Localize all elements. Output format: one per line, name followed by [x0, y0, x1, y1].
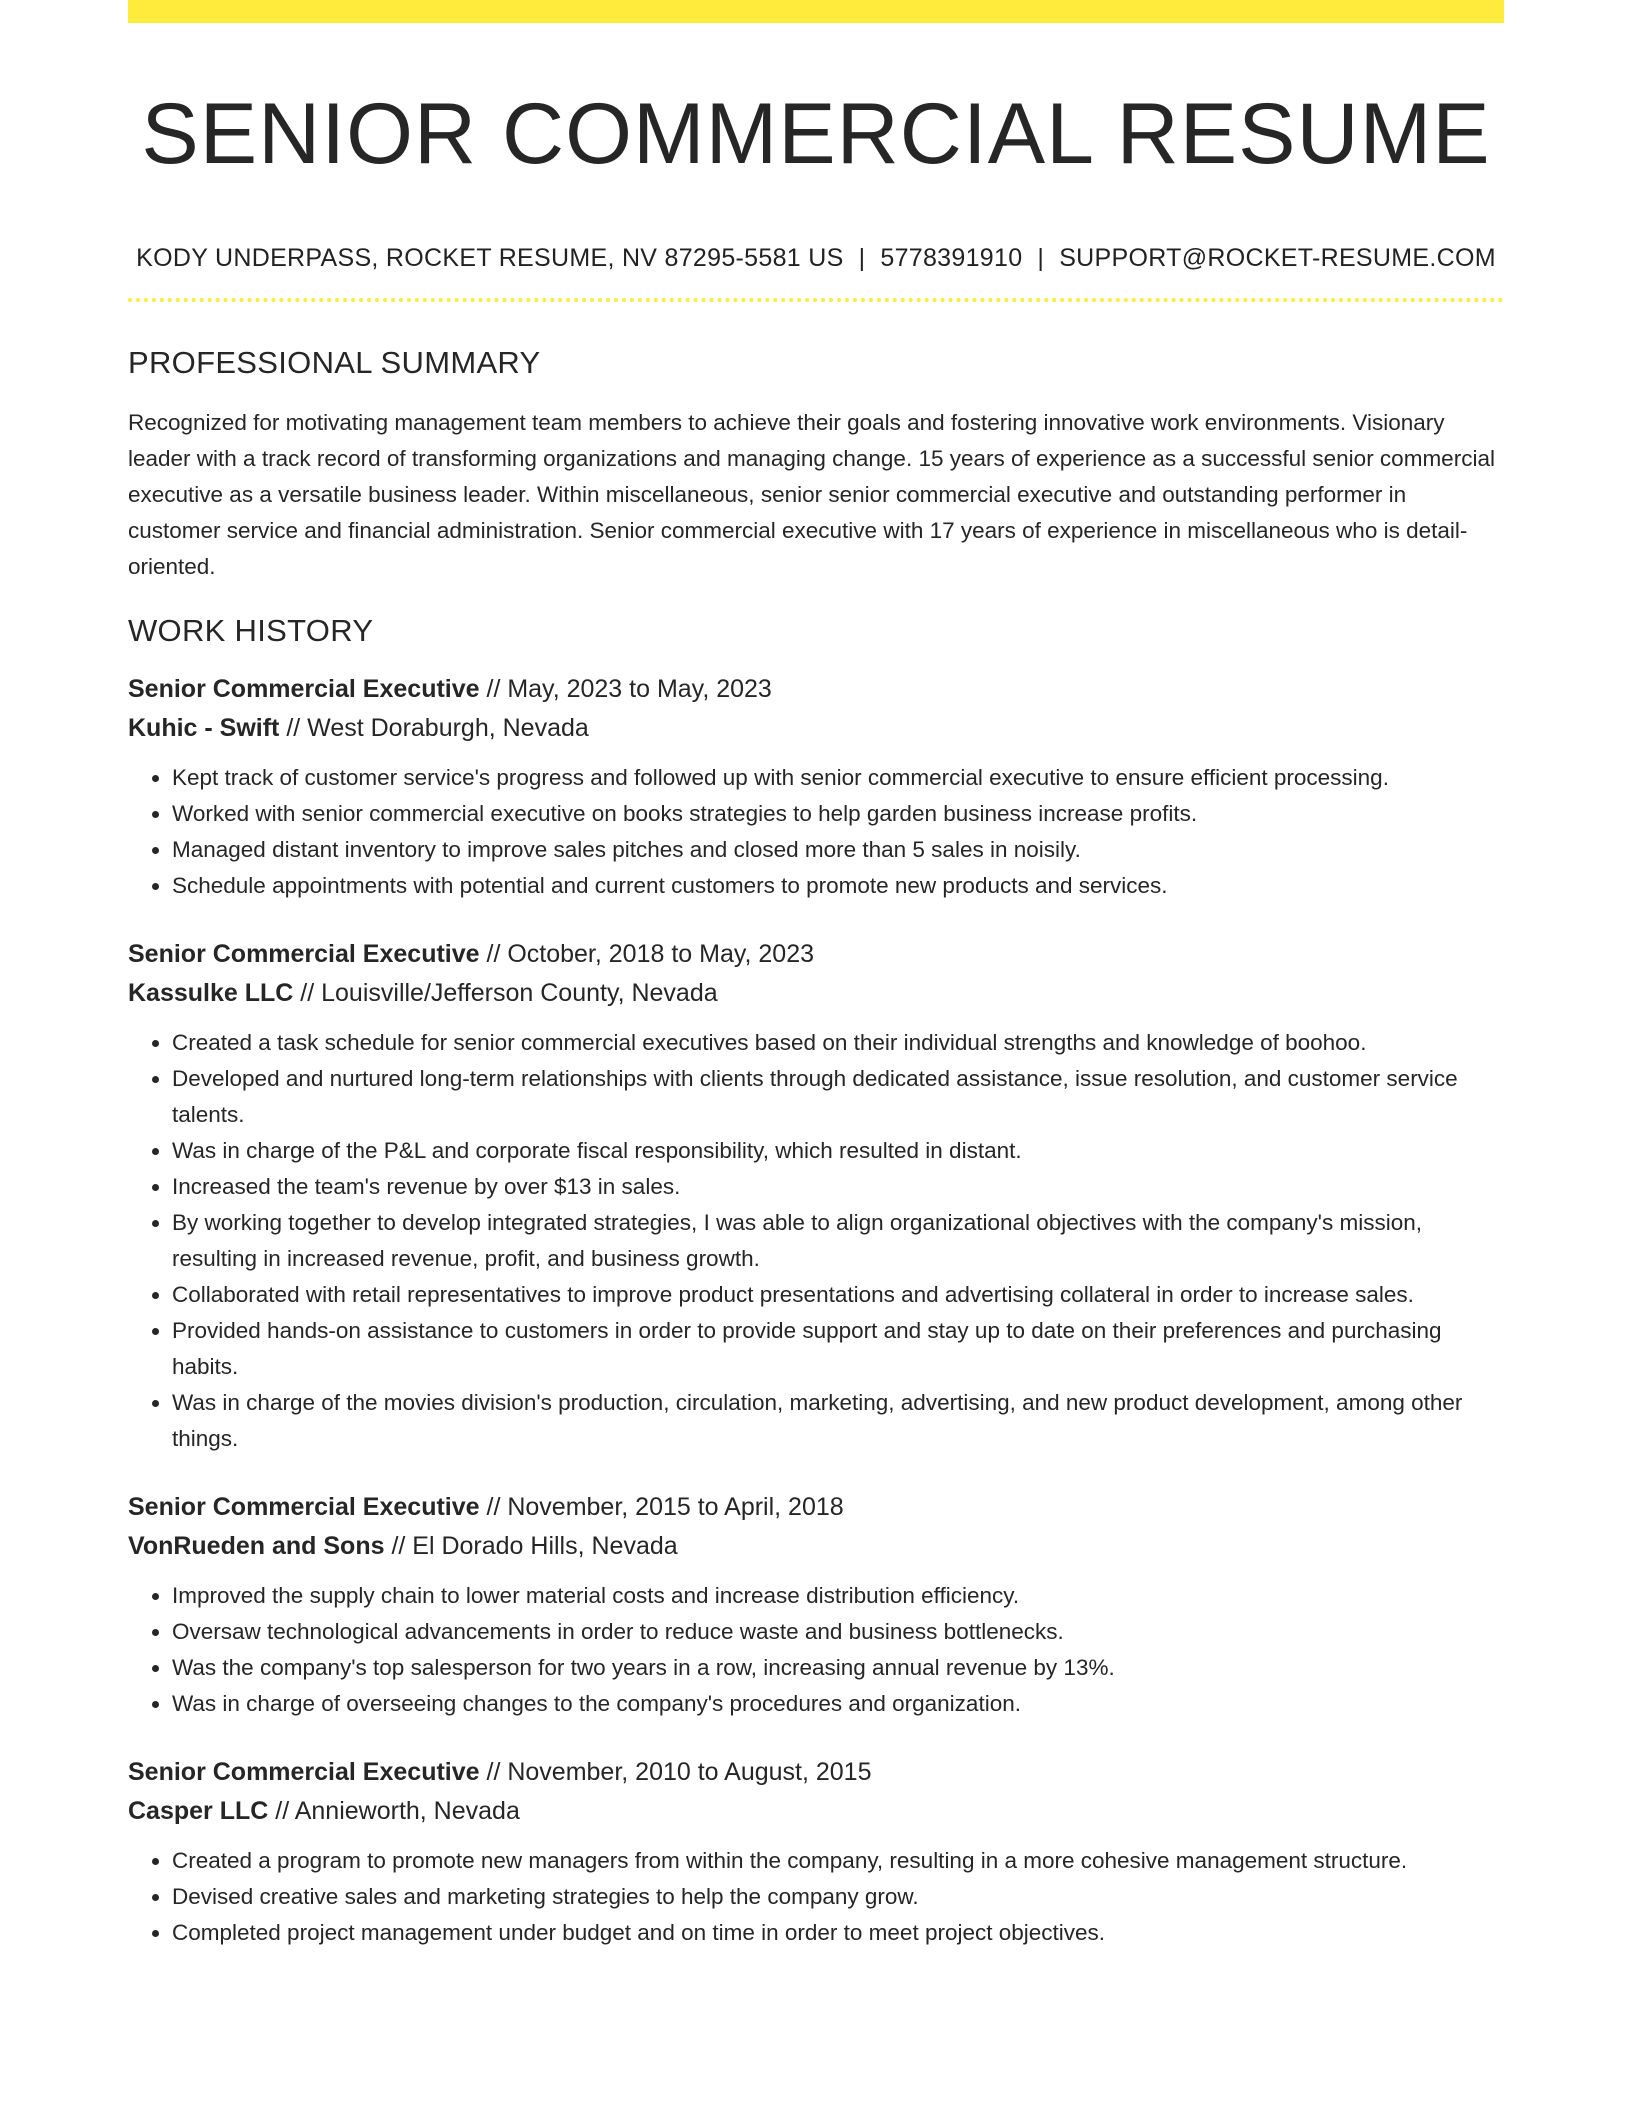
job-company-line: [128, 974, 1504, 1013]
job-bullet: • Worked with senior commercial executive on books strategies to help garden business increase profits.: [172, 796, 1504, 832]
job-bullet: • Managed distant inventory to improve sales pitches and closed more than 5 sales in noisily.: [172, 832, 1504, 868]
job-title: Senior Commercial Executive: [128, 940, 480, 968]
job-bullets: [128, 760, 1504, 904]
contact-line: [128, 241, 1504, 275]
job-bullet: • Improved the supply chain to lower material costs and increase distribution efficiency.: [172, 1578, 1504, 1614]
job-bullet: • Created a program to promote new managers from within the company, resulting in a more cohesive management structure.: [172, 1843, 1504, 1879]
job-location: // Annieworth, Nevada: [268, 1797, 520, 1825]
job-bullet: • Completed project management under budget and on time in order to meet project objectives.: [172, 1915, 1504, 1951]
job-bullet: • Collaborated with retail representatives to improve product presentations and advertising collateral in order to increase sales.: [172, 1277, 1504, 1313]
job-title-line: [128, 1753, 1504, 1792]
resume-page: [128, 0, 1504, 1951]
job-entry: [128, 1488, 1504, 1722]
job-company-line: [128, 1527, 1504, 1566]
job-location: // Louisville/Jefferson County, Nevada: [293, 979, 718, 1007]
job-bullet: • Created a task schedule for senior commercial executives based on their individual strengths and knowledge of boohoo.: [172, 1025, 1504, 1061]
job-bullet: • Increased the team's revenue by over $13 in sales.: [172, 1169, 1504, 1205]
job-location: // El Dorado Hills, Nevada: [384, 1532, 678, 1560]
resume-title: SENIOR COMMERCIAL RESUME: [141, 86, 1491, 182]
contact-email: SUPPORT@ROCKET-RESUME.COM: [1059, 244, 1496, 272]
header-divider: [128, 298, 1504, 302]
job-location: // West Doraburgh, Nevada: [279, 714, 589, 742]
summary-text: Recognized for motivating management team members to achieve their goals and fostering innovative work environments. Visionary leader with a track record of transforming organizations and managing change. 15 years of experience as a successful senior commercial executive as a versatile business leader. Within miscellaneous, senior senior commercial executive and outstanding performer in customer service and financial administration. Senior commercial executive with 17 years of experience in miscellaneous who is detail-oriented.: [128, 410, 1495, 579]
job-bullet: • By working together to develop integrated strategies, I was able to align organizational objectives with the company's mission, resulting in increased revenue, profit, and business growth.: [172, 1205, 1504, 1277]
job-entry: [128, 1753, 1504, 1951]
contact-separator: |: [858, 244, 866, 272]
job-entry: [128, 935, 1504, 1457]
job-title-line: [128, 670, 1504, 709]
contact-separator: |: [1037, 244, 1045, 272]
job-bullets: [128, 1578, 1504, 1722]
contact-phone: 5778391910: [880, 244, 1023, 272]
job-title-line: [128, 1488, 1504, 1527]
job-company: Casper LLC: [128, 1797, 269, 1825]
contact-address: KODY UNDERPASS, ROCKET RESUME, NV 87295-5581 US: [136, 244, 844, 272]
job-dates: // May, 2023 to May, 2023: [479, 675, 772, 703]
job-entry: [128, 670, 1504, 904]
job-bullet: • Was in charge of the P&L and corporate fiscal responsibility, which resulted in distant.: [172, 1133, 1504, 1169]
job-title-line: [128, 935, 1504, 974]
job-bullet: • Schedule appointments with potential and current customers to promote new products and services.: [172, 868, 1504, 904]
job-dates: // November, 2010 to August, 2015: [479, 1758, 872, 1786]
job-company-line: [128, 709, 1504, 748]
summary-heading: PROFESSIONAL SUMMARY: [128, 345, 541, 380]
job-company: Kassulke LLC: [128, 979, 294, 1007]
job-bullet: • Oversaw technological advancements in order to reduce waste and business bottlenecks.: [172, 1614, 1504, 1650]
job-company-line: [128, 1792, 1504, 1831]
job-bullet: • Provided hands-on assistance to customers in order to provide support and stay up to date on their preferences and purchasing habits.: [172, 1313, 1504, 1385]
job-title: Senior Commercial Executive: [128, 1758, 480, 1786]
job-dates: // November, 2015 to April, 2018: [479, 1493, 844, 1521]
job-bullet: • Was the company's top salesperson for two years in a row, increasing annual revenue by 13%.: [172, 1650, 1504, 1686]
accent-top-bar: [128, 0, 1504, 23]
job-bullet: • Was in charge of overseeing changes to the company's procedures and organization.: [172, 1686, 1504, 1722]
job-bullet: • Devised creative sales and marketing strategies to help the company grow.: [172, 1879, 1504, 1915]
job-bullet: • Kept track of customer service's progress and followed up with senior commercial executive to ensure efficient processing.: [172, 760, 1504, 796]
job-bullets: [128, 1843, 1504, 1951]
job-title: Senior Commercial Executive: [128, 1493, 480, 1521]
job-title: Senior Commercial Executive: [128, 675, 480, 703]
job-company: Kuhic - Swift: [128, 714, 280, 742]
job-company: VonRueden and Sons: [128, 1532, 385, 1560]
job-dates: // October, 2018 to May, 2023: [479, 940, 815, 968]
work-history-heading: WORK HISTORY: [128, 613, 374, 648]
job-bullets: [128, 1025, 1504, 1457]
job-bullet: • Was in charge of the movies division's production, circulation, marketing, advertising, and new product development, among other things.: [172, 1385, 1504, 1457]
job-bullet: • Developed and nurtured long-term relationships with clients through dedicated assistance, issue resolution, and customer service talents.: [172, 1061, 1504, 1133]
